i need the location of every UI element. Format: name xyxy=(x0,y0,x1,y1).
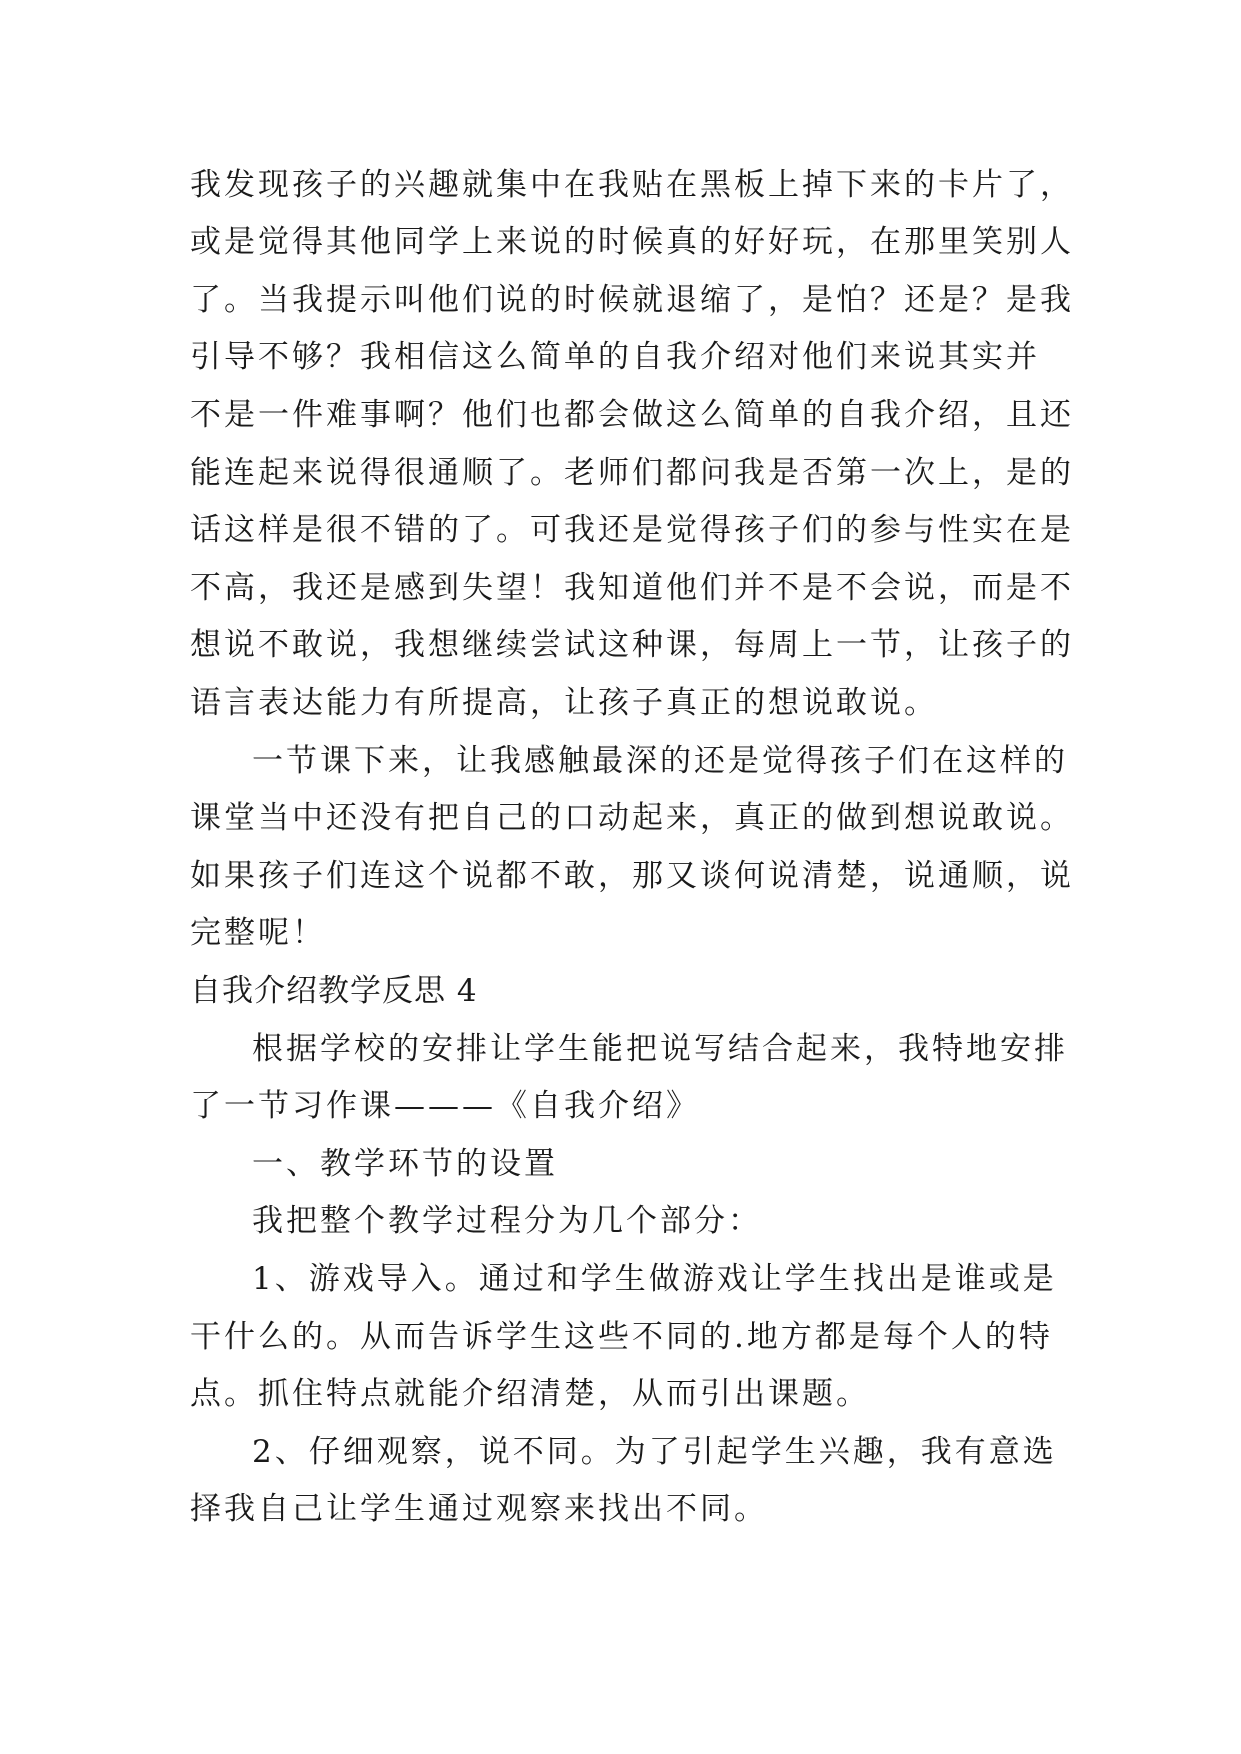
paragraph-line: 择我自己让学生通过观察来找出不同。 xyxy=(190,1491,768,1527)
subsection-heading: 一、教学环节的设置 xyxy=(252,1146,558,1182)
paragraph-line: 引导不够？我相信这么简单的自我介绍对他们来说其实并 xyxy=(190,339,1040,375)
paragraph-line: 课堂当中还没有把自己的口动起来，真正的做到想说敢说。 xyxy=(190,800,1074,836)
paragraph-line: 我把整个教学过程分为几个部分： xyxy=(252,1203,762,1239)
section-heading: 自我介绍教学反思 4 xyxy=(190,973,478,1009)
paragraph-line: 点。抓住特点就能介绍清楚，从而引出课题。 xyxy=(190,1376,870,1412)
paragraph-line: 能连起来说得很通顺了。老师们都问我是否第一次上，是的 xyxy=(190,455,1074,491)
paragraph-line: 话这样是很不错的了。可我还是觉得孩子们的参与性实在是 xyxy=(190,512,1074,548)
paragraph-line: 不是一件难事啊？他们也都会做这么简单的自我介绍，且还 xyxy=(190,397,1074,433)
paragraph-line: 我发现孩子的兴趣就集中在我贴在黑板上掉下来的卡片了， xyxy=(190,167,1074,203)
paragraph-line: 根据学校的安排让学生能把说写结合起来，我特地安排 xyxy=(252,1031,1068,1067)
paragraph-line: 1、游戏导入。通过和学生做游戏让学生找出是谁或是 xyxy=(252,1261,1057,1297)
paragraph-line: 2、仔细观察，说不同。为了引起学生兴趣，我有意选 xyxy=(252,1434,1057,1470)
paragraph-line: 了。当我提示叫他们说的时候就退缩了，是怕？还是？是我 xyxy=(190,282,1074,318)
paragraph-line: 干什么的。从而告诉学生这些不同的.地方都是每个人的特 xyxy=(190,1319,1053,1355)
paragraph-line: 一节课下来，让我感触最深的还是觉得孩子们在这样的 xyxy=(252,743,1068,779)
paragraph-line: 想说不敢说，我想继续尝试这种课，每周上一节，让孩子的 xyxy=(190,627,1074,663)
paragraph-line: 如果孩子们连这个说都不敢，那又谈何说清楚，说通顺，说 xyxy=(190,858,1074,894)
paragraph-line: 语言表达能力有所提高，让孩子真正的想说敢说。 xyxy=(190,685,938,721)
paragraph-line: 完整呢！ xyxy=(190,915,326,951)
paragraph-line: 或是觉得其他同学上来说的时候真的好好玩，在那里笑别人 xyxy=(190,224,1074,260)
paragraph-line: 了一节习作课———《自我介绍》 xyxy=(190,1088,700,1124)
paragraph-line: 不高，我还是感到失望！我知道他们并不是不会说，而是不 xyxy=(190,570,1074,606)
